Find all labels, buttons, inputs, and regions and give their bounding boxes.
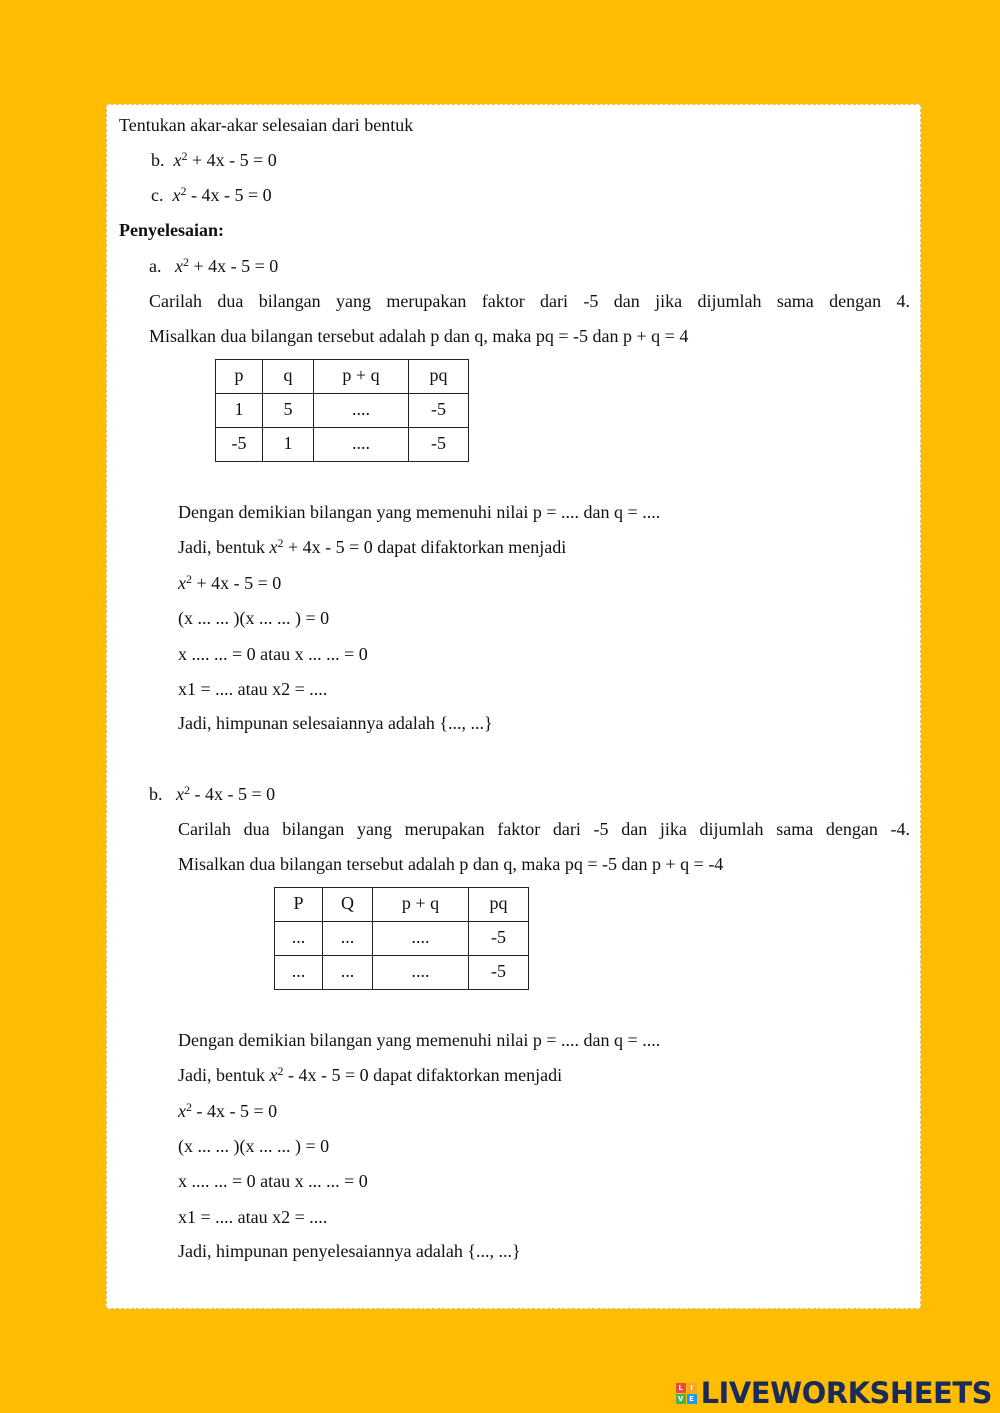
part-b-factor-intro — [178, 1064, 562, 1086]
var-x: x — [269, 537, 278, 557]
exponent: 2 — [180, 184, 187, 198]
part-a-equation — [149, 255, 278, 277]
table-header: p — [216, 360, 263, 394]
var-x: x — [178, 1101, 186, 1121]
factor-intro-post: + 4x - 5 = 0 dapat difaktorkan menjadi — [283, 537, 567, 557]
part-a-instruction-2: Misalkan dua bilangan tersebut adalah p dan q, maka pq = -5 dan p + q = 4 — [149, 326, 689, 346]
var-x: x — [269, 1065, 278, 1085]
exponent: 2 — [277, 536, 284, 550]
part-a-step-4: x1 = .... atau x2 = .... — [178, 679, 328, 699]
var-x: x — [175, 256, 183, 276]
factor-intro-post: - 4x - 5 = 0 dapat difaktorkan menjadi — [283, 1065, 563, 1085]
logo-letter: V — [676, 1394, 686, 1404]
part-a-eq-tail: + 4x - 5 = 0 — [189, 256, 279, 276]
table-cell: 1 — [263, 428, 314, 462]
part-b-step-4: x1 = .... atau x2 = .... — [178, 1207, 328, 1227]
part-a-label: a. — [149, 256, 162, 276]
var-x: x — [176, 784, 184, 804]
part-b-conclusion: Dengan demikian bilangan yang memenuhi nilai p = .... dan q = .... — [178, 1030, 661, 1050]
given-b-equation: + 4x - 5 = 0 — [187, 150, 277, 170]
logo-letter: E — [687, 1394, 697, 1404]
solution-heading: Penyelesaian: — [119, 220, 224, 240]
given-c-equation: - 4x - 5 = 0 — [186, 185, 272, 205]
part-b-final: Jadi, himpunan penyelesaiannya adalah {..., ...} — [178, 1241, 521, 1261]
exponent: 2 — [277, 1064, 284, 1078]
step-1-tail: - 4x - 5 = 0 — [192, 1101, 278, 1121]
part-a-step-2: (x ... ... )(x ... ... ) = 0 — [178, 608, 330, 628]
exponent: 2 — [186, 1100, 192, 1114]
table-cell: -5 — [469, 956, 529, 990]
table-header-row — [216, 360, 469, 394]
table-cell: 5 — [263, 394, 314, 428]
factor-intro-pre: Jadi, bentuk — [178, 537, 270, 557]
part-a-instruction-1: Carilah dua bilangan yang merupakan faktor dari -5 dan jika dijumlah sama dengan 4. — [149, 291, 910, 311]
part-b-instruction-2: Misalkan dua bilangan tersebut adalah p dan q, maka pq = -5 dan p + q = -4 — [178, 854, 724, 874]
exponent: 2 — [183, 255, 189, 269]
part-a-factor-intro — [178, 536, 566, 558]
part-b-step-2: (x ... ... )(x ... ... ) = 0 — [178, 1136, 330, 1156]
part-b-equation — [149, 783, 275, 805]
part-b-label: b. — [149, 784, 163, 804]
table-header: pq — [469, 888, 529, 922]
given-c-label: c. — [151, 185, 164, 205]
table-header: p + q — [314, 360, 409, 394]
table-cell: .... — [314, 394, 409, 428]
part-a-table — [215, 359, 469, 462]
table-cell: ... — [275, 922, 323, 956]
table-cell: -5 — [216, 428, 263, 462]
given-b-label: b. — [151, 150, 165, 170]
table-row — [275, 922, 529, 956]
part-a-conclusion: Dengan demikian bilangan yang memenuhi nilai p = .... dan q = .... — [178, 502, 661, 522]
table-cell: .... — [314, 428, 409, 462]
table-header: Q — [323, 888, 373, 922]
part-a-step-3: x .... ... = 0 atau x ... ... = 0 — [178, 644, 368, 664]
table-row — [216, 428, 469, 462]
table-cell: -5 — [469, 922, 529, 956]
given-b — [151, 149, 277, 171]
logo-letter: I — [687, 1383, 697, 1393]
table-cell: .... — [373, 922, 469, 956]
exponent: 2 — [186, 572, 192, 586]
part-b-step-3: x .... ... = 0 atau x ... ... = 0 — [178, 1171, 368, 1191]
table-cell: -5 — [409, 394, 469, 428]
factor-intro-pre: Jadi, bentuk — [178, 1065, 270, 1085]
table-header-row — [275, 888, 529, 922]
table-cell: .... — [373, 956, 469, 990]
liveworksheets-logo[interactable] — [676, 1374, 992, 1412]
part-a-final: Jadi, himpunan selesaiannya adalah {..., ...} — [178, 713, 493, 733]
logo-letter: L — [676, 1383, 686, 1393]
table-header: p + q — [373, 888, 469, 922]
var-x: x — [172, 185, 181, 205]
logo-mark-icon — [676, 1383, 697, 1404]
table-row — [216, 394, 469, 428]
table-cell: 1 — [216, 394, 263, 428]
table-cell: ... — [323, 922, 373, 956]
var-x: x — [178, 573, 186, 593]
exponent: 2 — [184, 783, 190, 797]
part-b-step-1 — [178, 1100, 277, 1122]
part-b-table — [274, 887, 529, 990]
exponent: 2 — [181, 149, 188, 163]
given-c — [151, 184, 272, 206]
table-header: q — [263, 360, 314, 394]
table-cell: ... — [323, 956, 373, 990]
brand-text: LIVEWORKSHEETS — [700, 1376, 992, 1410]
intro-text: Tentukan akar-akar selesaian dari bentuk — [119, 115, 414, 135]
table-header: P — [275, 888, 323, 922]
step-1-tail: + 4x - 5 = 0 — [192, 573, 282, 593]
table-header: pq — [409, 360, 469, 394]
var-x: x — [173, 150, 182, 170]
table-cell: ... — [275, 956, 323, 990]
table-cell: -5 — [409, 428, 469, 462]
table-row — [275, 956, 529, 990]
worksheet-page — [106, 104, 921, 1309]
part-b-eq-tail: - 4x - 5 = 0 — [190, 784, 276, 804]
part-a-step-1 — [178, 572, 281, 594]
part-b-instruction-1: Carilah dua bilangan yang merupakan faktor dari -5 dan jika dijumlah sama dengan -4. — [178, 819, 910, 839]
